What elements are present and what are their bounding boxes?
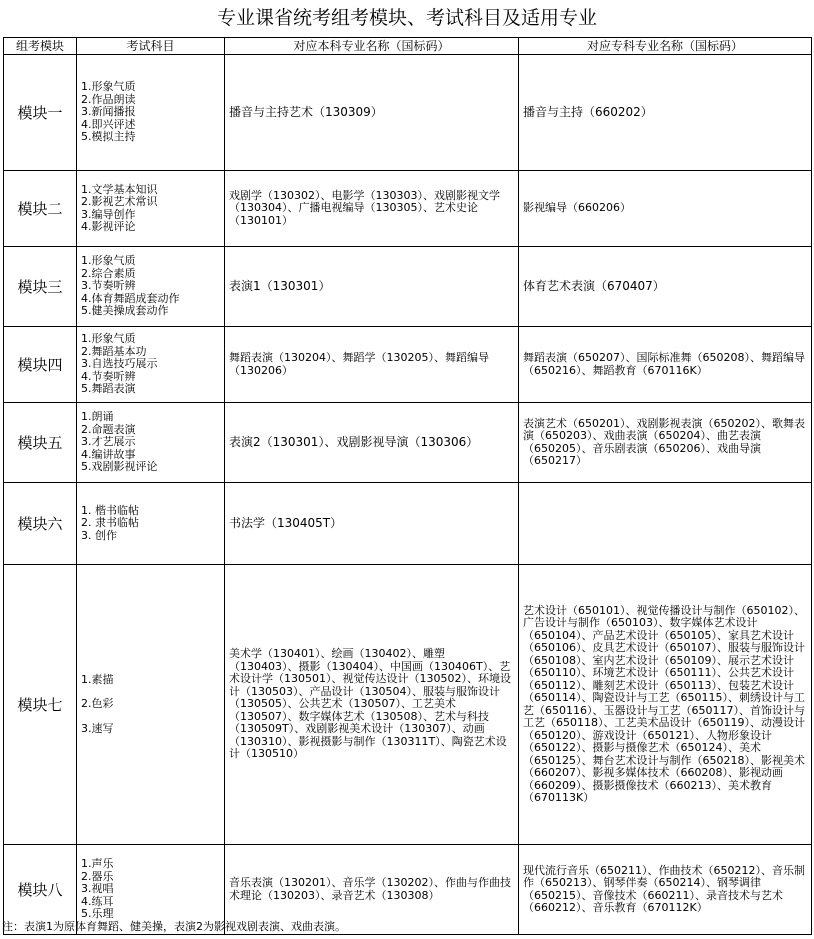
- module-name: 模块五: [4, 403, 77, 483]
- subject-item: 2.舞蹈基本功: [81, 344, 147, 358]
- subject-item: 1.形象气质: [81, 254, 136, 268]
- header-module: 组考模块: [4, 38, 77, 55]
- module-name: 模块四: [4, 327, 77, 403]
- footnote: 注：表演1为原体育舞蹈、健美操，表演2为影视戏剧表演、戏曲表演。: [2, 920, 346, 933]
- subject-item: 4.影视评论: [81, 220, 136, 233]
- table-row: [4, 171, 812, 247]
- subject-list: [77, 565, 225, 845]
- subject-item: 5.舞蹈表演: [81, 382, 136, 396]
- undergrad-majors: 音乐表演（130201）、音乐学（130202）、作曲与作曲技术理论（130203）、录音艺术（130308）: [225, 845, 519, 935]
- undergrad-majors: 播音与主持艺术（130309）: [225, 55, 519, 171]
- college-majors: 现代流行音乐（650211）、作曲技术（650212）、音乐制作（650213）、钢琴伴奏（650214）、钢琴调律（650215）、音像技术（660211）、录音技术与艺术（660212）、音乐教育（670112K）: [519, 845, 812, 935]
- subject-item: 4.编讲故事: [81, 447, 136, 461]
- undergrad-majors: 戏剧学（130302）、电影学（130303）、戏剧影视文学（130304）、广播电视编导（130305）、艺术史论（130101）: [225, 171, 519, 247]
- college-majors: [519, 483, 812, 565]
- subject-item: 2.色彩: [81, 697, 114, 711]
- subject-item: 3. 创作: [81, 528, 117, 542]
- module-name: 模块三: [4, 247, 77, 327]
- subject-list: [77, 55, 225, 171]
- subject-item: 4.即兴评述: [81, 117, 136, 131]
- subject-item: 5.乐理: [81, 907, 114, 921]
- subject-item: 4.节奏听辨: [81, 369, 136, 383]
- table-row: [4, 483, 812, 565]
- subject-item: 2.命题表演: [81, 422, 136, 436]
- subject-item: 2.作品朗读: [81, 92, 136, 106]
- subject-item: 1. 楷书临帖: [81, 503, 139, 517]
- subject-item: 3.速写: [81, 721, 114, 735]
- subject-item: 3.才艺展示: [81, 435, 136, 449]
- header-subjects: 考试科目: [77, 38, 225, 55]
- undergrad-majors: 表演1（130301）: [225, 247, 519, 327]
- module-name: 模块八: [4, 845, 77, 935]
- subject-item: 4.练耳: [81, 894, 114, 908]
- subject-item: 2.综合素质: [81, 266, 136, 280]
- table-header-row: [4, 38, 812, 55]
- subject-item: 3.视唱: [81, 882, 114, 896]
- college-majors: 表演艺术（650201）、戏剧影视表演（650202）、歌舞表演（650203）、戏曲表演（650204）、曲艺表演（650205）、音乐剧表演（650206）、戏曲导演（650217）: [519, 403, 812, 483]
- subject-item: 1.素描: [81, 672, 114, 686]
- undergrad-majors: 书法学（130405T）: [225, 483, 519, 565]
- subject-item: 2.器乐: [81, 869, 114, 883]
- table-row: [4, 565, 812, 845]
- subject-item: 5.戏剧影视评论: [81, 460, 158, 474]
- module-name: 模块七: [4, 565, 77, 845]
- undergrad-majors: 舞蹈表演（130204）、舞蹈学（130205）、舞蹈编导（130206）: [225, 327, 519, 403]
- subject-item: 3.编导创作: [81, 207, 136, 221]
- module-name: 模块二: [4, 171, 77, 247]
- subject-list: [77, 327, 225, 403]
- subject-item: 3.节奏听辨: [81, 279, 136, 293]
- college-majors: 舞蹈表演（650207）、国际标准舞（650208）、舞蹈编导（650216）、舞蹈教育（670116K）: [519, 327, 812, 403]
- subject-item: 4.体育舞蹈成套动作: [81, 291, 180, 305]
- header-college: 对应专科专业名称（国标码）: [519, 38, 812, 55]
- subject-item: 3.新闻播报: [81, 105, 136, 119]
- table-row: [4, 403, 812, 483]
- subject-item: 1.朗诵: [81, 410, 114, 424]
- module-table: [3, 37, 812, 935]
- subject-list: [77, 483, 225, 565]
- college-majors: 艺术设计（650101）、视觉传播设计与制作（650102）、广告设计与制作（650103）、数字媒体艺术设计（650104）、产品艺术设计（650105）、家具艺术设计（650106）、皮具艺术设计（650107）、服装与服饰设计（650108）、室内艺术设计（650109）、展示艺术设计（650110）、环境艺术设计（650111）、公共艺术设计（650112）、雕刻艺术设计（650113）、包装艺术设计（650114）、陶瓷设计与工艺（650115）、刺绣设计与工艺（650116）、玉器设计与工艺（650117）、首饰设计与工艺（650118）、工艺美术品设计（650119）、动漫设计（650120）、游戏设计（650121）、人物形象设计（650122）、摄影与摄像艺术（650124）、美术（650125）、舞台艺术设计与制作（650218）、影视美术（660207）、影视多媒体技术（660208）、影视动画（660209）、摄影摄像技术（660213）、美术教育（670113K）: [519, 565, 812, 845]
- subject-item: 1.形象气质: [81, 80, 136, 94]
- subject-list: [77, 403, 225, 483]
- college-majors: 影视编导（660206）: [519, 171, 812, 247]
- subject-list: [77, 171, 225, 247]
- undergrad-majors: 美术学（130401）、绘画（130402）、雕塑（130403）、摄影（130404）、中国画（130406T）、艺术设计学（130501）、视觉传达设计（130502）、环境设计（130503）、产品设计（130504）、服装与服饰设计（130505）、公共艺术（130507）、工艺美术（130507）、数字媒体艺术（130508）、艺术与科技（130509T）、戏剧影视美术设计（130307）、动画（130310）、影视摄影与制作（130311T）、陶瓷艺术设计（130510）: [225, 565, 519, 845]
- subject-item: 2.影视艺术常识: [81, 195, 158, 208]
- subject-item: 1.形象气质: [81, 332, 136, 346]
- module-name: 模块一: [4, 55, 77, 171]
- subject-list: [77, 247, 225, 327]
- subject-item: 3.自选技巧展示: [81, 357, 158, 371]
- table-row: [4, 247, 812, 327]
- subject-item: 1.声乐: [81, 857, 114, 871]
- college-majors: 播音与主持（660202）: [519, 55, 812, 171]
- subject-item: 5.健美操成套动作: [81, 304, 169, 318]
- subject-item: 2. 隶书临帖: [81, 516, 139, 530]
- subject-item: 1.文学基本知识: [81, 182, 158, 196]
- table-row: [4, 327, 812, 403]
- subject-item: 5.模拟主持: [81, 130, 136, 144]
- header-undergrad: 对应本科专业名称（国标码）: [225, 38, 519, 55]
- undergrad-majors: 表演2（130301）、戏剧影视导演（130306）: [225, 403, 519, 483]
- page-title: 专业课省统考组考模块、考试科目及适用专业: [216, 7, 597, 29]
- table-row: [4, 55, 812, 171]
- module-name: 模块六: [4, 483, 77, 565]
- college-majors: 体育艺术表演（670407）: [519, 247, 812, 327]
